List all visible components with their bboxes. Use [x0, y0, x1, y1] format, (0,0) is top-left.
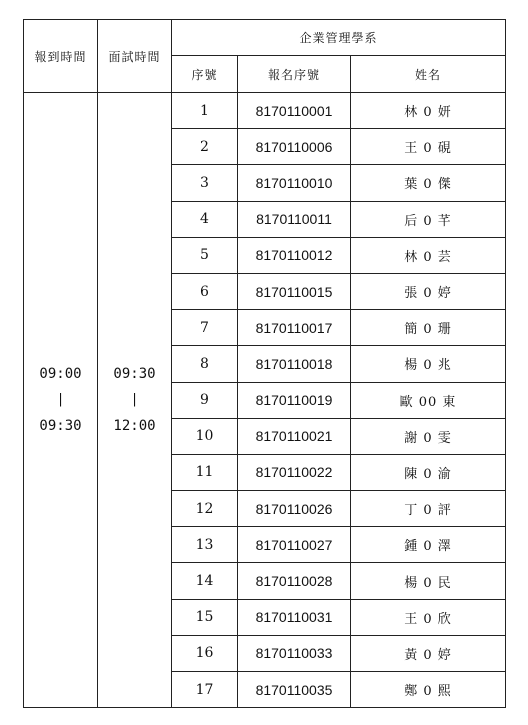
name-cell: 張 0 婷 [351, 273, 506, 309]
reg-no-cell: 8170110028 [238, 563, 351, 599]
seq-cell: 8 [172, 346, 238, 382]
header-name: 姓名 [351, 56, 506, 93]
reg-no-cell: 8170110035 [238, 672, 351, 708]
seq-cell: 4 [172, 201, 238, 237]
reg-no-cell: 8170110026 [238, 491, 351, 527]
reg-no-cell: 8170110017 [238, 310, 351, 346]
header-seq: 序號 [172, 56, 238, 93]
report-time-cell [24, 93, 98, 708]
reg-no-cell: 8170110012 [238, 237, 351, 273]
seq-cell: 6 [172, 273, 238, 309]
name-cell: 簡 0 珊 [351, 310, 506, 346]
seq-cell: 9 [172, 382, 238, 418]
table-row [24, 93, 506, 129]
header-report-time: 報到時間 [24, 20, 98, 93]
reg-no-cell: 8170110022 [238, 454, 351, 490]
seq-cell: 7 [172, 310, 238, 346]
seq-cell: 13 [172, 527, 238, 563]
header-department: 企業管理學系 [172, 20, 506, 56]
name-cell: 鄭 0 熙 [351, 672, 506, 708]
reg-no-cell: 8170110018 [238, 346, 351, 382]
seq-cell: 11 [172, 454, 238, 490]
reg-no-cell: 8170110001 [238, 93, 351, 129]
header-reg-no: 報名序號 [238, 56, 351, 93]
seq-cell: 14 [172, 563, 238, 599]
reg-no-cell: 8170110010 [238, 165, 351, 201]
name-cell: 王 0 欣 [351, 599, 506, 635]
seq-cell: 15 [172, 599, 238, 635]
report-start-time: 09:00 [39, 366, 82, 383]
name-cell: 陳 0 渝 [351, 454, 506, 490]
seq-cell: 1 [172, 93, 238, 129]
seq-cell: 12 [172, 491, 238, 527]
name-cell: 林 0 妍 [351, 93, 506, 129]
seq-cell: 3 [172, 165, 238, 201]
name-cell: 謝 0 雯 [351, 418, 506, 454]
reg-no-cell: 8170110015 [238, 273, 351, 309]
interview-end-time: 12:00 [113, 418, 156, 435]
name-cell: 歐 00 東 [351, 382, 506, 418]
interview-start-time: 09:30 [113, 366, 156, 383]
name-cell: 葉 0 傑 [351, 165, 506, 201]
reg-no-cell: 8170110031 [238, 599, 351, 635]
name-cell: 后 0 芊 [351, 201, 506, 237]
reg-no-cell: 8170110027 [238, 527, 351, 563]
seq-cell: 17 [172, 672, 238, 708]
reg-no-cell: 8170110021 [238, 418, 351, 454]
reg-no-cell: 8170110011 [238, 201, 351, 237]
name-cell: 鍾 0 澤 [351, 527, 506, 563]
interview-time-cell [98, 93, 172, 708]
reg-no-cell: 8170110033 [238, 635, 351, 671]
name-cell: 丁 0 評 [351, 491, 506, 527]
seq-cell: 16 [172, 635, 238, 671]
reg-no-cell: 8170110006 [238, 129, 351, 165]
name-cell: 王 0 硯 [351, 129, 506, 165]
name-cell: 楊 0 民 [351, 563, 506, 599]
report-time-separator: | [56, 392, 65, 408]
seq-cell: 10 [172, 418, 238, 454]
reg-no-cell: 8170110019 [238, 382, 351, 418]
name-cell: 林 0 芸 [351, 237, 506, 273]
interview-time-separator: | [130, 392, 139, 408]
name-cell: 楊 0 兆 [351, 346, 506, 382]
report-end-time: 09:30 [39, 418, 82, 435]
interview-roster-table [23, 19, 506, 708]
seq-cell: 5 [172, 237, 238, 273]
header-interview-time: 面試時間 [98, 20, 172, 93]
seq-cell: 2 [172, 129, 238, 165]
name-cell: 黃 0 婷 [351, 635, 506, 671]
roster-body [24, 93, 506, 708]
